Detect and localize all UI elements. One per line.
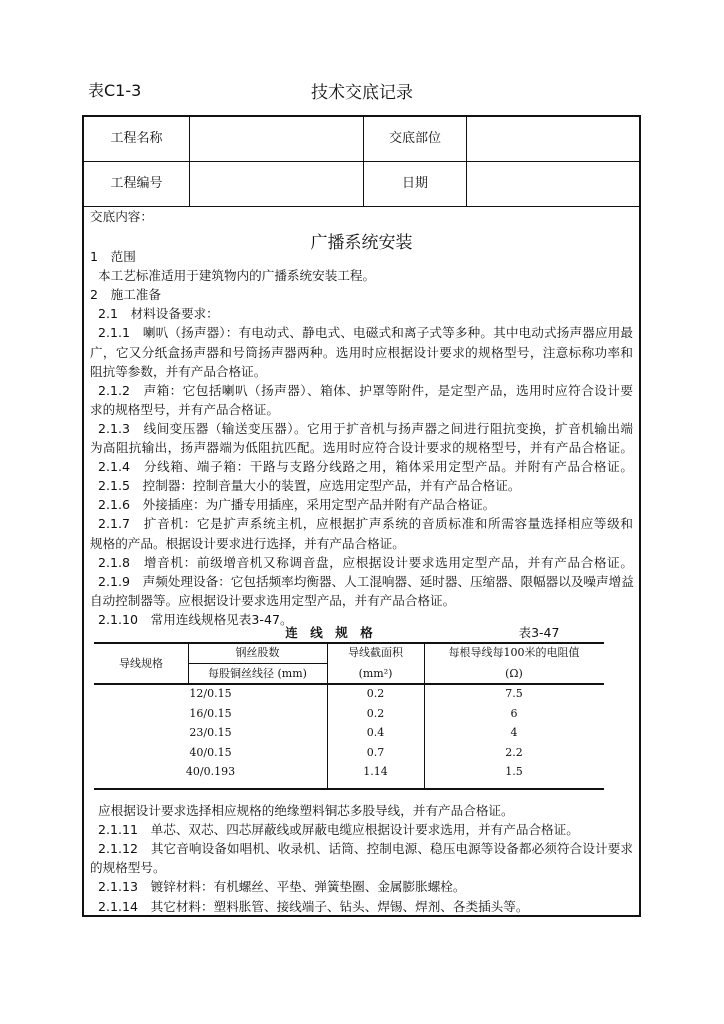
header-strands: 钢丝股数 (235, 646, 280, 659)
header-resistance: 每根导线每100米的电阻值 (448, 646, 580, 659)
paragraph-line: 2.1.7 扩音机：它是扩声系统主机，应根据扩声系统的音质标准和所需容量选择相应等级和 (98, 516, 633, 532)
table-cell-area: 0.7 (366, 745, 385, 759)
table-cell-spec: 23/0.15 (189, 726, 232, 739)
paragraph-line: 2.1.12 其它音响设备如唱机、收录机、话筒、控制电源、稳压电源等设备都必须符合设计要求 (98, 841, 633, 857)
table-cell-spec: 16/0.15 (189, 706, 232, 720)
header-resistance-unit: (Ω) (505, 667, 523, 680)
paragraph-line: 2.1.8 增音机：前级增音机又称调音盘，应根据设计要求选用定型产品，并有产品合格证。 (98, 554, 633, 570)
table-cell-resistance: 4 (510, 726, 518, 739)
paragraph-line: 自动控制器等。应根据设计要求选用定型产品，并有产品合格证。 (90, 592, 456, 608)
header-spec: 导线规格 (119, 657, 163, 670)
table-number: 表3-47 (518, 625, 560, 640)
paragraph-line: 2.1.3 线间变压器（输送变压器）。它用于扩音机与扬声器之间进行阻抗变换，扩音机输出端 (98, 420, 633, 436)
paragraph-line: 2.1.14 其它材料：塑料胀管、接线端子、钻头、焊锡、焊剂、各类插头等。 (98, 898, 529, 914)
record-form (82, 115, 641, 917)
paragraph-line: 求的规格型号，并有产品合格证。 (90, 401, 279, 417)
content-label: 交底内容： (90, 209, 153, 224)
header-area: 导线截面积 (348, 646, 403, 659)
paragraph-line: 的规格型号。 (90, 860, 166, 876)
disclosure-part-label: 交底部位 (388, 131, 441, 146)
paragraph-line: 2.1.9 声频处理设备：它包括频率均衡器、人工混响器、延时器、压缩器、限幅器以及噪声增益 (98, 573, 634, 589)
section-title: 广播系统安装 (310, 233, 413, 253)
table-caption: 连 线 规 格 (285, 625, 373, 640)
table-cell-area: 1.14 (363, 765, 388, 778)
table-cell-area: 0.2 (366, 687, 385, 700)
paragraph-line: 2.1.5 控制器：控制音量大小的装置，应选用定型产品，并有产品合格证。 (98, 478, 521, 494)
paragraph-line: 2.1.2 声箱：它包括喇叭（扬声器）、箱体、护罩等附件，是定型产品，选用时应符合设计要 (98, 382, 633, 398)
table-cell-spec: 12/0.15 (189, 687, 232, 700)
project-name-field[interactable] (190, 117, 363, 161)
paragraph-line: 本工艺标准适用于建筑物内的广播系统安装工程。 (98, 268, 376, 284)
disclosure-part-field[interactable] (467, 117, 639, 161)
row-divider (84, 206, 639, 207)
form-title: 技术交底记录 (311, 83, 413, 103)
paragraph-line: 2.1 材料设备要求： (98, 306, 219, 322)
paragraph-line: 2 施工准备 (90, 287, 161, 303)
table-cell-spec: 40/0.15 (189, 745, 232, 759)
date-field[interactable] (467, 162, 639, 206)
paragraph-line: 2.1.1 喇叭（扬声器）：有电动式、静电式、电磁式和离子式等多种。其中电动式扬声器应用最 (98, 325, 633, 341)
table-cell-resistance: 7.5 (505, 687, 523, 700)
table-cell-resistance: 6 (510, 706, 518, 720)
paragraph-line: 广，它又分纸盒扬声器和号筒扬声器两种。选用时应根据设计要求的规格型号，注意标称功率和 (90, 344, 633, 360)
paragraph-line: 2.1.13 镀锌材料：有机螺丝、平垫、弹簧垫圈、金属膨胀螺栓。 (98, 879, 466, 895)
paragraph-line: 规格的产品。根据设计要求进行选择，并有产品合格证。 (90, 535, 405, 551)
project-name-label: 工程名称 (110, 131, 163, 146)
project-no-field[interactable] (190, 162, 363, 206)
table-cell-spec: 40/0.193 (185, 765, 236, 778)
paragraph-line: 2.1.11 单芯、双芯、四芯屏蔽线或屏蔽电缆应根据设计要求选用，并有产品合格证。 (98, 822, 579, 838)
header-area-unit: (mm²) (358, 667, 393, 680)
header-diameter: 每股铜丝线径 (mm) (208, 667, 307, 680)
paragraph-line: 2.1.4 分线箱、端子箱：干路与支路分线路之用，箱体采用定型产品。并附有产品合格证。 (98, 459, 633, 475)
table-cell-area: 0.4 (366, 726, 385, 739)
table-cell-resistance: 1.5 (505, 765, 523, 778)
date-label: 日期 (401, 176, 428, 191)
paragraph-line: 2.1.10 常用连线规格见表3-47。 (98, 611, 293, 627)
paragraph-line: 为高阻抗输出，扬声器端为低阻抗匹配。选用时应符合设计要求的规格型号，并有产品合格证。 (90, 440, 633, 455)
form-code: 表C1-3 (88, 81, 142, 100)
paragraph-line: 1 范围 (90, 249, 136, 264)
paragraph-line: 2.1.6 外接插座：为广播专用插座，采用定型产品并附有产品合格证。 (98, 497, 496, 513)
paragraph-line: 应根据设计要求选择相应规格的绝缘塑料铜芯多股导线，并有产品合格证。 (98, 803, 514, 818)
table-cell-resistance: 2.2 (505, 745, 523, 759)
table-cell-area: 0.2 (366, 706, 385, 720)
paragraph-line: 阻抗等参数，并有产品合格证。 (90, 363, 267, 379)
project-no-label: 工程编号 (110, 176, 163, 191)
